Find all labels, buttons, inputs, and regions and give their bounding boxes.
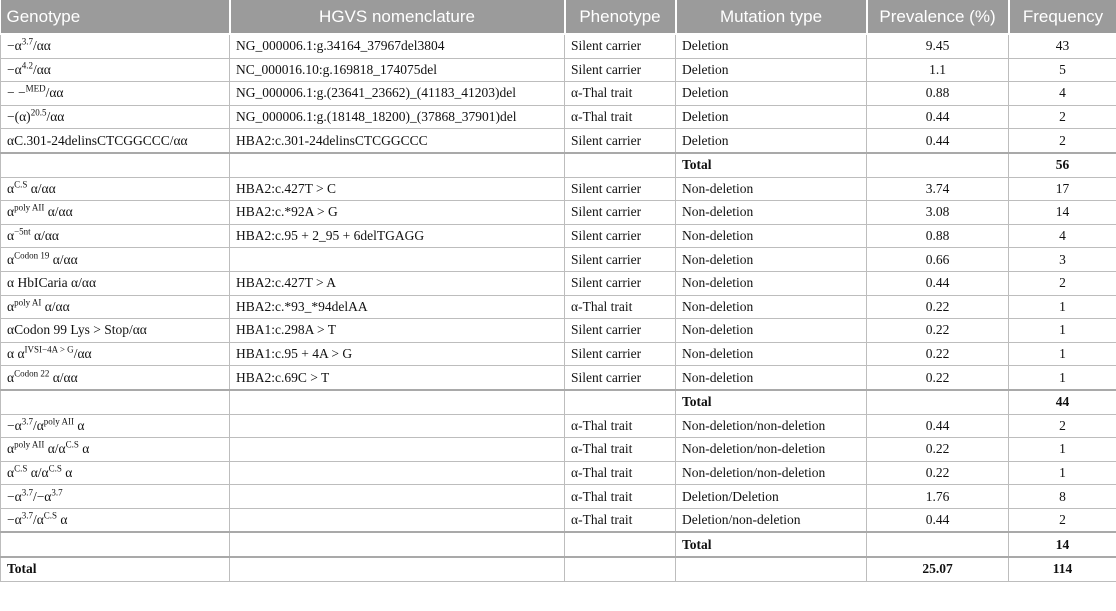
table-row: [1, 319, 1116, 343]
cell-frequency: 1: [1009, 295, 1116, 319]
cell-frequency: 8: [1009, 485, 1116, 509]
cell-mutation-type: Deletion/Deletion: [676, 485, 867, 509]
cell-genotype: α $\alpha^{IVSI-4A > G}/\alpha\alpha$: [1, 342, 230, 366]
cell-frequency: 3: [1009, 248, 1116, 272]
cell-hgvs: HBA1:c.298A > T: [230, 319, 565, 343]
cell-phenotype: Silent carrier: [565, 177, 676, 201]
cell-prevalence: 0.22: [867, 461, 1009, 485]
cell-frequency: 114: [1009, 557, 1116, 581]
cell-frequency: 44: [1009, 390, 1116, 414]
cell-phenotype: α-Thal trait: [565, 105, 676, 129]
cell-mutation-type: Non-deletion: [676, 271, 867, 295]
cell-mutation-type: Non-deletion/non-deletion: [676, 438, 867, 462]
cell-mutation-type: [676, 557, 867, 581]
table-row: [1, 461, 1116, 485]
cell-phenotype: [565, 390, 676, 414]
cell-genotype: α HbICaria α/αα: [1, 271, 230, 295]
cell-genotype: [1, 390, 230, 414]
cell-prevalence: 0.22: [867, 438, 1009, 462]
total-row: [1, 532, 1116, 557]
cell-frequency: 4: [1009, 224, 1116, 248]
header-genotype: Genotype: [1, 0, 230, 34]
cell-hgvs: [230, 438, 565, 462]
cell-phenotype: α-Thal trait: [565, 508, 676, 532]
cell-genotype: $\alpha^{-5nt}$ α/αα: [1, 224, 230, 248]
cell-genotype: $\alpha^{Codon 19}$ α/αα: [1, 248, 230, 272]
cell-mutation-type: Non-deletion: [676, 319, 867, 343]
cell-prevalence: 0.88: [867, 224, 1009, 248]
cell-prevalence: 3.74: [867, 177, 1009, 201]
cell-frequency: 56: [1009, 153, 1116, 177]
cell-frequency: 2: [1009, 271, 1116, 295]
cell-genotype: $-\alpha^{3.7}/\alpha^{poly AII}$ α: [1, 414, 230, 438]
header-prevalence: Prevalence (%): [867, 0, 1009, 34]
cell-genotype: [1, 153, 230, 177]
cell-prevalence: 25.07: [867, 557, 1009, 581]
cell-mutation-type: Deletion: [676, 82, 867, 106]
cell-phenotype: Silent carrier: [565, 342, 676, 366]
cell-hgvs: HBA2:c.301-24delinsCTCGGCCC: [230, 129, 565, 153]
cell-phenotype: Silent carrier: [565, 129, 676, 153]
table-row: [1, 177, 1116, 201]
cell-prevalence: 1.1: [867, 58, 1009, 82]
cell-phenotype: Silent carrier: [565, 248, 676, 272]
cell-genotype: $-\alpha^{3.7}/\alpha\alpha$: [1, 34, 230, 58]
cell-mutation-type: Deletion: [676, 105, 867, 129]
cell-phenotype: Silent carrier: [565, 58, 676, 82]
cell-hgvs: [230, 532, 565, 557]
header-hgvs: HGVS nomenclature: [230, 0, 565, 34]
table-row: [1, 485, 1116, 509]
cell-mutation-type: Non-deletion: [676, 248, 867, 272]
cell-hgvs: HBA2:c.*93_*94delAA: [230, 295, 565, 319]
table-row: [1, 82, 1116, 106]
cell-phenotype: α-Thal trait: [565, 414, 676, 438]
table-body: [1, 34, 1116, 581]
cell-hgvs: [230, 461, 565, 485]
cell-phenotype: α-Thal trait: [565, 461, 676, 485]
cell-mutation-type: Total: [676, 390, 867, 414]
cell-genotype: [1, 532, 230, 557]
cell-genotype: $\alpha^{poly AII}$ $\alpha/\alpha^{C.S}$ α: [1, 438, 230, 462]
cell-hgvs: NC_000016.10:g.169818_174075del: [230, 58, 565, 82]
cell-prevalence: 9.45: [867, 34, 1009, 58]
cell-genotype: − −$^{MED}$/αα: [1, 82, 230, 106]
total-row: [1, 557, 1116, 581]
cell-frequency: 1: [1009, 319, 1116, 343]
cell-genotype: $-(\alpha)^{20.5}/\alpha\alpha$: [1, 105, 230, 129]
cell-hgvs: [230, 390, 565, 414]
cell-frequency: 14: [1009, 532, 1116, 557]
cell-genotype: $\alpha^{C.S}$ α/αα: [1, 177, 230, 201]
cell-genotype: $\alpha^{C.S}$ $\alpha/\alpha^{C.S}$ α: [1, 461, 230, 485]
cell-phenotype: Silent carrier: [565, 224, 676, 248]
cell-genotype: $-\alpha^{3.7}/-\alpha^{3.7}$: [1, 485, 230, 509]
table-row: [1, 224, 1116, 248]
table-row: [1, 508, 1116, 532]
cell-frequency: 1: [1009, 366, 1116, 390]
cell-phenotype: [565, 532, 676, 557]
cell-prevalence: 0.22: [867, 319, 1009, 343]
cell-prevalence: 3.08: [867, 201, 1009, 225]
cell-frequency: 1: [1009, 342, 1116, 366]
cell-mutation-type: Deletion/non-deletion: [676, 508, 867, 532]
table-row: [1, 414, 1116, 438]
cell-genotype: $\alpha^{poly AII}$ α/αα: [1, 201, 230, 225]
cell-prevalence: [867, 532, 1009, 557]
cell-phenotype: [565, 153, 676, 177]
cell-frequency: 2: [1009, 129, 1116, 153]
cell-phenotype: α-Thal trait: [565, 438, 676, 462]
table-row: [1, 58, 1116, 82]
total-row: [1, 390, 1116, 414]
cell-frequency: 17: [1009, 177, 1116, 201]
cell-genotype: $-\alpha^{3.7}/\alpha^{C.S}$ α: [1, 508, 230, 532]
cell-mutation-type: Deletion: [676, 129, 867, 153]
cell-frequency: 2: [1009, 508, 1116, 532]
cell-hgvs: [230, 485, 565, 509]
cell-phenotype: α-Thal trait: [565, 295, 676, 319]
cell-prevalence: [867, 390, 1009, 414]
cell-frequency: 4: [1009, 82, 1116, 106]
cell-frequency: 43: [1009, 34, 1116, 58]
table-row: [1, 129, 1116, 153]
header-frequency: Frequency: [1009, 0, 1116, 34]
cell-phenotype: Silent carrier: [565, 34, 676, 58]
cell-hgvs: HBA1:c.95 + 4A > G: [230, 342, 565, 366]
cell-prevalence: 0.88: [867, 82, 1009, 106]
cell-prevalence: 0.22: [867, 342, 1009, 366]
cell-mutation-type: Total: [676, 153, 867, 177]
total-row: [1, 153, 1116, 177]
cell-frequency: 2: [1009, 414, 1116, 438]
cell-hgvs: [230, 153, 565, 177]
cell-hgvs: HBA2:c.*92A > G: [230, 201, 565, 225]
cell-mutation-type: Non-deletion/non-deletion: [676, 414, 867, 438]
cell-genotype: $-\alpha^{4.2}/\alpha\alpha$: [1, 58, 230, 82]
cell-mutation-type: Non-deletion: [676, 177, 867, 201]
table-row: [1, 248, 1116, 272]
table-row: [1, 271, 1116, 295]
cell-phenotype: α-Thal trait: [565, 485, 676, 509]
cell-genotype: αCodon 99 Lys > Stop/αα: [1, 319, 230, 343]
cell-phenotype: Silent carrier: [565, 366, 676, 390]
header-phenotype: Phenotype: [565, 0, 676, 34]
table-row: [1, 34, 1116, 58]
table-row: [1, 295, 1116, 319]
cell-genotype: $\alpha^{Codon 22}$ α/αα: [1, 366, 230, 390]
cell-mutation-type: Deletion: [676, 58, 867, 82]
cell-frequency: 14: [1009, 201, 1116, 225]
cell-hgvs: [230, 414, 565, 438]
cell-frequency: 1: [1009, 438, 1116, 462]
cell-hgvs: [230, 248, 565, 272]
cell-mutation-type: Non-deletion: [676, 366, 867, 390]
cell-frequency: 5: [1009, 58, 1116, 82]
cell-mutation-type: Non-deletion/non-deletion: [676, 461, 867, 485]
cell-prevalence: 0.44: [867, 508, 1009, 532]
cell-hgvs: NG_000006.1:g.(23641_23662)_(41183_41203)del: [230, 82, 565, 106]
cell-hgvs: HBA2:c.427T > A: [230, 271, 565, 295]
cell-phenotype: [565, 557, 676, 581]
cell-phenotype: Silent carrier: [565, 319, 676, 343]
cell-prevalence: 0.66: [867, 248, 1009, 272]
cell-mutation-type: Non-deletion: [676, 295, 867, 319]
cell-prevalence: 1.76: [867, 485, 1009, 509]
table-row: [1, 366, 1116, 390]
cell-mutation-type: Deletion: [676, 34, 867, 58]
cell-prevalence: 0.44: [867, 129, 1009, 153]
cell-phenotype: α-Thal trait: [565, 82, 676, 106]
cell-hgvs: [230, 557, 565, 581]
cell-hgvs: NG_000006.1:g.(18148_18200)_(37868_37901)del: [230, 105, 565, 129]
cell-mutation-type: Non-deletion: [676, 224, 867, 248]
cell-mutation-type: Non-deletion: [676, 201, 867, 225]
cell-prevalence: 0.22: [867, 295, 1009, 319]
table-row: [1, 105, 1116, 129]
cell-genotype: Total: [1, 557, 230, 581]
cell-phenotype: Silent carrier: [565, 201, 676, 225]
cell-prevalence: [867, 153, 1009, 177]
cell-prevalence: 0.44: [867, 105, 1009, 129]
header-mutation-type: Mutation type: [676, 0, 867, 34]
cell-hgvs: [230, 508, 565, 532]
cell-genotype: αC.301-24delinsCTCGGCCC/αα: [1, 129, 230, 153]
table-row: [1, 342, 1116, 366]
cell-frequency: 1: [1009, 461, 1116, 485]
table-row: [1, 438, 1116, 462]
table-row: [1, 201, 1116, 225]
cell-phenotype: Silent carrier: [565, 271, 676, 295]
cell-hgvs: HBA2:c.95 + 2_95 + 6delTGAGG: [230, 224, 565, 248]
cell-hgvs: HBA2:c.427T > C: [230, 177, 565, 201]
cell-prevalence: 0.44: [867, 271, 1009, 295]
cell-hgvs: HBA2:c.69C > T: [230, 366, 565, 390]
cell-mutation-type: Total: [676, 532, 867, 557]
header-row: [1, 0, 1116, 34]
cell-hgvs: NG_000006.1:g.34164_37967del3804: [230, 34, 565, 58]
cell-mutation-type: Non-deletion: [676, 342, 867, 366]
cell-genotype: $\alpha^{poly AI}$ α/αα: [1, 295, 230, 319]
cell-frequency: 2: [1009, 105, 1116, 129]
cell-prevalence: 0.44: [867, 414, 1009, 438]
cell-prevalence: 0.22: [867, 366, 1009, 390]
